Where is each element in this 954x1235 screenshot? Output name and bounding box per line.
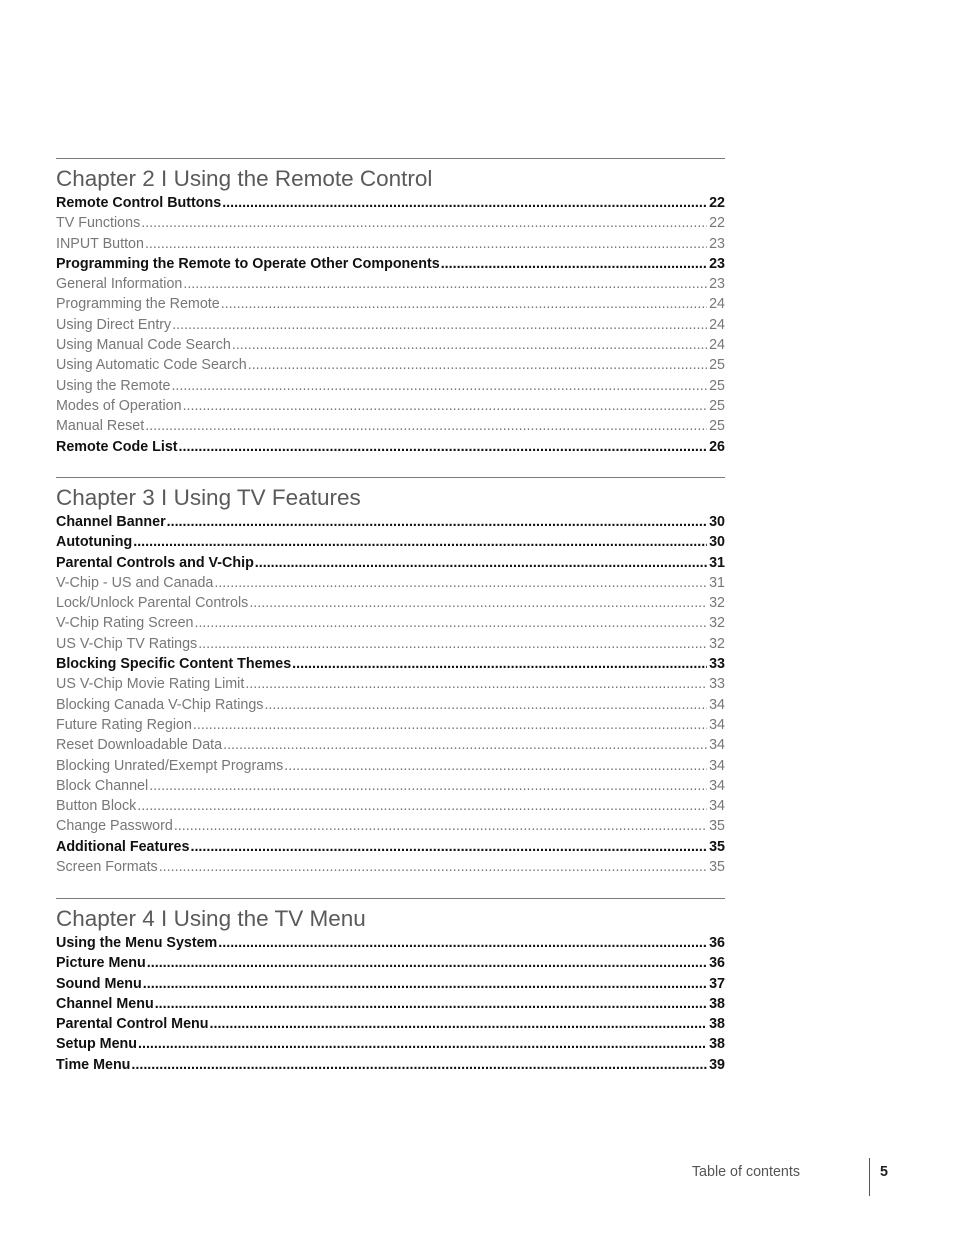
dot-leader <box>264 695 707 715</box>
entry-page-number: 24 <box>709 316 725 333</box>
dot-leader <box>183 396 708 416</box>
dot-leader <box>223 735 707 755</box>
chapter-4-section <box>56 898 725 1075</box>
entry-label: Manual Reset <box>56 418 145 435</box>
chapter-title: Chapter 4 I Using the TV Menu <box>56 906 366 931</box>
entry-label: Picture Menu <box>56 955 146 972</box>
toc-subsection-entry[interactable] <box>56 274 725 294</box>
dot-leader <box>133 532 707 552</box>
dot-leader <box>131 1055 707 1075</box>
entry-label: US V-Chip Movie Rating Limit <box>56 676 245 693</box>
chapter-title: Chapter 3 I Using TV Features <box>56 485 361 510</box>
entry-label: Using the Menu System <box>56 935 218 951</box>
toc-subsection-entry[interactable] <box>56 416 725 436</box>
footer-section-label: Table of contents <box>691 1164 800 1180</box>
footer-divider <box>869 1158 870 1196</box>
dot-leader <box>137 796 707 816</box>
entry-label: TV Functions <box>56 215 141 232</box>
toc-subsection-entry[interactable] <box>56 695 725 715</box>
entry-label: US V-Chip TV Ratings <box>56 635 198 652</box>
page-footer <box>691 1158 900 1196</box>
entry-label: V-Chip - US and Canada <box>56 574 214 591</box>
dot-leader <box>143 974 707 994</box>
entry-label: Channel Banner <box>56 514 166 530</box>
toc-subsection-entry[interactable] <box>56 735 725 755</box>
dot-leader <box>198 634 707 654</box>
entry-label: Parental Control Menu <box>56 1016 209 1033</box>
entry-page-number: 31 <box>709 554 725 571</box>
entry-label: Block Channel <box>56 777 149 794</box>
dot-leader <box>441 254 707 274</box>
chapter-divider <box>56 898 725 899</box>
dot-leader <box>210 1014 708 1034</box>
entry-page-number: 32 <box>709 635 725 652</box>
entry-label: Lock/Unlock Parental Controls <box>56 595 249 612</box>
toc-subsection-entry[interactable] <box>56 213 725 233</box>
entry-label: Additional Features <box>56 838 190 855</box>
dot-leader <box>222 193 707 213</box>
entry-page-number: 25 <box>709 418 725 435</box>
dot-leader <box>255 553 707 573</box>
entry-page-number: 39 <box>709 1056 725 1073</box>
entry-page-number: 33 <box>709 676 725 693</box>
toc-section-entry[interactable] <box>56 512 725 532</box>
entry-label: General Information <box>56 276 183 293</box>
entry-page-number: 23 <box>709 255 725 272</box>
toc-subsection-entry[interactable] <box>56 396 725 416</box>
entry-label: Future Rating Region <box>56 716 192 733</box>
toc-subsection-entry[interactable] <box>56 234 725 254</box>
dot-leader <box>183 274 707 294</box>
entry-page-number: 22 <box>709 215 725 232</box>
dot-leader <box>159 857 707 877</box>
dot-leader <box>221 294 707 314</box>
dot-leader <box>145 416 707 436</box>
entry-label: Modes of Operation <box>56 397 182 414</box>
dot-leader <box>145 234 707 254</box>
entry-page-number: 30 <box>709 534 725 551</box>
entry-page-number: 23 <box>709 235 725 252</box>
toc-subsection-entry[interactable] <box>56 796 725 816</box>
dot-leader <box>190 837 707 857</box>
dot-leader <box>172 315 707 335</box>
entry-page-number: 23 <box>709 276 725 293</box>
dot-leader <box>245 674 707 694</box>
entry-label: Blocking Canada V-Chip Ratings <box>56 696 264 713</box>
entry-page-number: 32 <box>709 595 725 612</box>
entry-page-number: 25 <box>709 377 725 394</box>
dot-leader <box>174 816 707 836</box>
toc-subsection-entry[interactable] <box>56 335 725 355</box>
dot-leader <box>292 654 707 674</box>
entry-page-number: 24 <box>709 296 725 313</box>
chapter-divider <box>56 477 725 478</box>
chapter-title: Chapter 2 I Using the Remote Control <box>56 166 433 191</box>
dot-leader <box>194 613 707 633</box>
dot-leader <box>284 756 707 776</box>
entry-page-number: 35 <box>709 838 725 855</box>
entry-page-number: 35 <box>709 859 725 876</box>
toc-subsection-entry[interactable] <box>56 315 725 335</box>
toc-subsection-entry[interactable] <box>56 756 725 776</box>
entry-page-number: 37 <box>709 975 725 992</box>
entry-page-number: 34 <box>709 716 725 733</box>
entry-label: INPUT Button <box>56 235 144 252</box>
chapter-2-section <box>56 158 725 457</box>
entry-page-number: 34 <box>709 777 725 794</box>
entry-page-number: 30 <box>709 514 725 530</box>
entry-page-number: 34 <box>709 757 725 774</box>
toc-section-entry[interactable] <box>56 1034 725 1054</box>
entry-label: Using the Remote <box>56 377 171 394</box>
entry-page-number: 38 <box>709 1016 725 1033</box>
dot-leader <box>171 376 707 396</box>
entry-label: Using Manual Code Search <box>56 337 231 354</box>
toc-entry-list <box>56 933 725 1075</box>
entry-label: Setup Menu <box>56 1036 138 1053</box>
entry-page-number: 34 <box>709 798 725 815</box>
entry-label: Blocking Specific Content Themes <box>56 656 292 673</box>
entry-label: Sound Menu <box>56 975 142 992</box>
entry-label: Using Direct Entry <box>56 316 172 333</box>
entry-label: Reset Downloadable Data <box>56 737 223 754</box>
entry-label: Autotuning <box>56 534 133 551</box>
entry-page-number: 25 <box>709 357 725 374</box>
dot-leader <box>248 355 707 375</box>
entry-page-number: 36 <box>709 955 725 972</box>
page-number: 5 <box>880 1164 888 1180</box>
toc-section-entry[interactable] <box>56 974 725 994</box>
dot-leader <box>141 213 707 233</box>
toc-section-entry[interactable] <box>56 193 725 213</box>
dot-leader <box>155 994 707 1014</box>
toc-section-entry[interactable] <box>56 254 725 274</box>
toc-section-entry[interactable] <box>56 553 725 573</box>
dot-leader <box>138 1034 707 1054</box>
entry-label: Channel Menu <box>56 995 154 1012</box>
entry-label: V-Chip Rating Screen <box>56 615 194 632</box>
entry-page-number: 38 <box>709 1036 725 1053</box>
toc-section-entry[interactable] <box>56 994 725 1014</box>
entry-page-number: 34 <box>709 737 725 754</box>
toc-subsection-entry[interactable] <box>56 776 725 796</box>
entry-page-number: 31 <box>709 574 725 591</box>
dot-leader <box>214 573 707 593</box>
toc-subsection-entry[interactable] <box>56 857 725 877</box>
entry-page-number: 24 <box>709 337 725 354</box>
entry-page-number: 22 <box>709 195 725 211</box>
dot-leader <box>232 335 707 355</box>
entry-label: Using Automatic Code Search <box>56 357 247 374</box>
entry-page-number: 36 <box>709 935 725 951</box>
dot-leader <box>179 437 708 457</box>
entry-page-number: 26 <box>709 438 725 455</box>
entry-label: Button Block <box>56 798 137 815</box>
entry-page-number: 38 <box>709 995 725 1012</box>
toc-subsection-entry[interactable] <box>56 355 725 375</box>
dot-leader <box>193 715 707 735</box>
toc-subsection-entry[interactable] <box>56 613 725 633</box>
entry-page-number: 25 <box>709 397 725 414</box>
entry-label: Screen Formats <box>56 859 158 876</box>
entry-label: Programming the Remote <box>56 296 220 313</box>
chapter-divider <box>56 158 725 159</box>
dot-leader <box>249 593 707 613</box>
entry-page-number: 35 <box>709 818 725 835</box>
entry-label: Remote Code List <box>56 438 178 455</box>
toc-subsection-entry[interactable] <box>56 376 725 396</box>
entry-label: Change Password <box>56 818 173 835</box>
dot-leader <box>149 776 707 796</box>
entry-label: Time Menu <box>56 1056 131 1073</box>
toc-section-entry[interactable] <box>56 1014 725 1034</box>
dot-leader <box>167 512 707 532</box>
toc-subsection-entry[interactable] <box>56 715 725 735</box>
entry-label: Parental Controls and V-Chip <box>56 554 254 571</box>
entry-label: Remote Control Buttons <box>56 195 222 211</box>
dot-leader <box>147 953 707 973</box>
toc-section-entry[interactable] <box>56 1055 725 1075</box>
toc-section-entry[interactable] <box>56 837 725 857</box>
entry-label: Blocking Unrated/Exempt Programs <box>56 757 284 774</box>
entry-page-number: 34 <box>709 696 725 713</box>
toc-section-entry[interactable] <box>56 437 725 457</box>
entry-page-number: 33 <box>709 656 725 673</box>
toc-subsection-entry[interactable] <box>56 294 725 314</box>
toc-subsection-entry[interactable] <box>56 573 725 593</box>
entry-label: Programming the Remote to Operate Other Components <box>56 255 440 272</box>
entry-page-number: 32 <box>709 615 725 632</box>
toc-section-entry[interactable] <box>56 654 725 674</box>
toc-entry-list <box>56 193 725 457</box>
toc-subsection-entry[interactable] <box>56 816 725 836</box>
dot-leader <box>218 933 707 953</box>
toc-section-entry[interactable] <box>56 933 725 953</box>
toc-subsection-entry[interactable] <box>56 634 725 654</box>
toc-section-entry[interactable] <box>56 953 725 973</box>
toc-subsection-entry[interactable] <box>56 593 725 613</box>
toc-entry-list <box>56 512 725 877</box>
toc-subsection-entry[interactable] <box>56 674 725 694</box>
toc-section-entry[interactable] <box>56 532 725 552</box>
chapter-3-section <box>56 477 725 877</box>
